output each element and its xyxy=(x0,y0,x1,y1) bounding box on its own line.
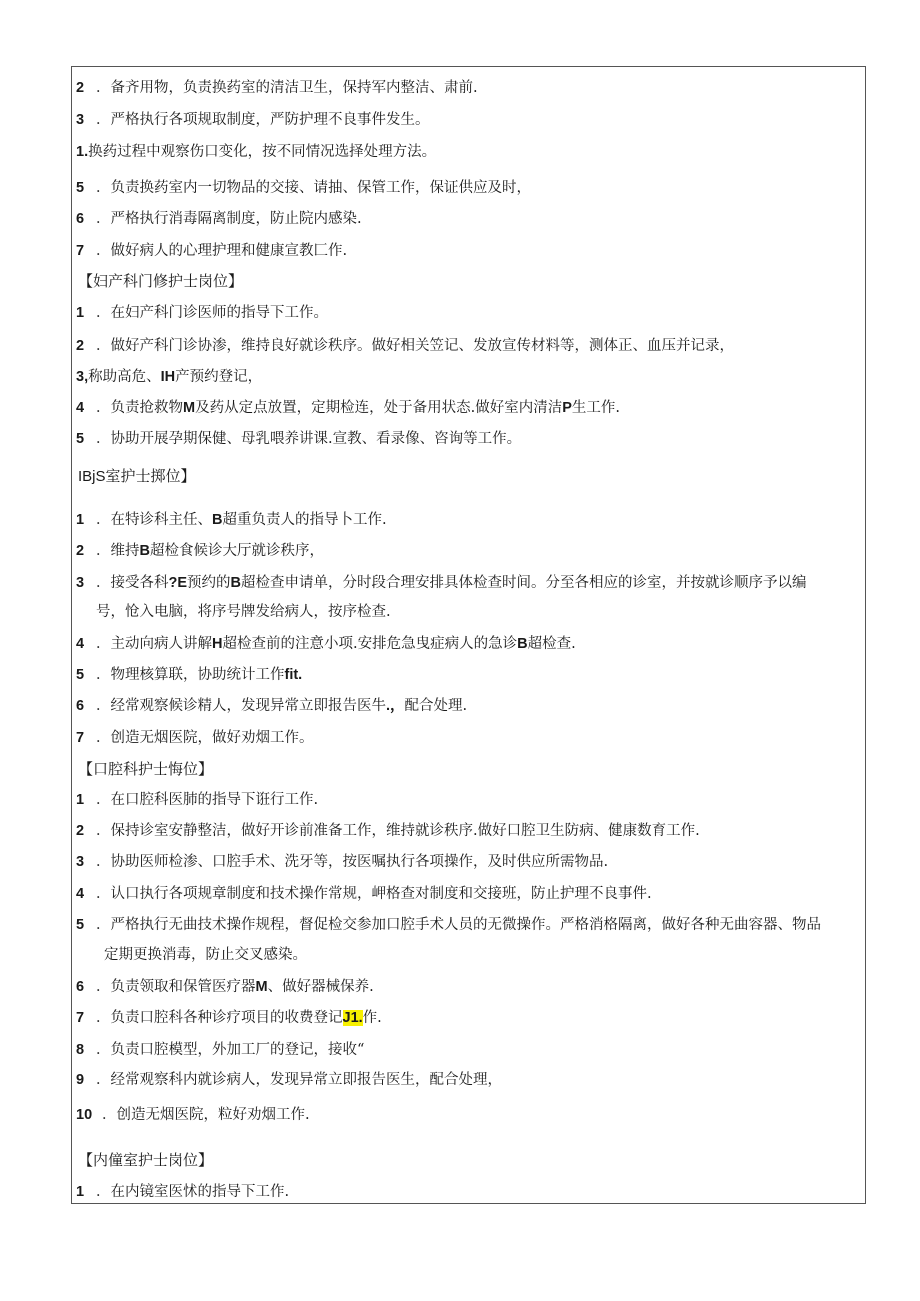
item-text: ．在内镜室医怵的指导下工作. xyxy=(96,1184,290,1200)
item-text: ．创造无烟医院，粒好劝烟工作. xyxy=(102,1107,310,1123)
list-item xyxy=(76,915,821,935)
item-text: ．严格执行消毒隔离制度，防止院内感染. xyxy=(96,211,362,227)
list-item xyxy=(76,1105,310,1125)
section-heading: 【妇产科门修护士岗位】 xyxy=(78,273,244,290)
item-number: 4 xyxy=(76,636,85,652)
item-number: 8 xyxy=(76,1042,85,1058)
list-item xyxy=(76,429,521,449)
list-item xyxy=(76,696,467,716)
item-text: ．认口执行各项规章制度和技术操作常规，岬格查对制度和交接班，防止护理不良事件. xyxy=(96,886,652,902)
item-text: 产预约登记， xyxy=(175,369,263,385)
item-text: 换药过程中观察伤口变化，按不同情况选择处理方法。 xyxy=(88,144,437,160)
item-number: 3 xyxy=(76,575,85,591)
item-number: 2 xyxy=(76,543,85,559)
list-item xyxy=(76,336,734,356)
item-text: 超检食候诊大厅就诊秩序， xyxy=(149,543,324,559)
list-item xyxy=(76,821,700,841)
item-text: ．在特诊科主任、 xyxy=(96,512,212,528)
item-number: 1 xyxy=(76,305,85,321)
item-number: 3 xyxy=(76,112,85,128)
item-text: 超检查. xyxy=(527,636,576,652)
item-text: 生工作. xyxy=(571,400,620,416)
list-item xyxy=(76,852,608,872)
item-number: 1 xyxy=(76,512,85,528)
item-text: ．物理核算联，协助统计工作 xyxy=(96,667,285,683)
item-text: ．创造无烟医院，做好劝烟工作。 xyxy=(96,730,314,746)
item-number: 7 xyxy=(76,243,85,259)
list-item xyxy=(76,78,478,98)
list-item xyxy=(76,178,531,198)
item-number: 2 xyxy=(76,338,85,354)
list-item xyxy=(76,367,262,387)
section-heading: IBjS室护士掷位】 xyxy=(78,468,196,485)
item-text: ．备齐用物，负责换药室的清洁卫生，保持军内整洁、肃前. xyxy=(96,80,478,96)
list-item xyxy=(76,1070,502,1090)
item-text-bold: fit. xyxy=(284,667,303,683)
item-text: ．做好病人的心理护理和健康宣教匚作. xyxy=(96,243,348,259)
item-text-bold: M xyxy=(183,400,196,416)
item-number: 1. xyxy=(76,144,89,160)
list-item xyxy=(76,209,362,229)
item-text-bold: H xyxy=(212,636,223,652)
list-item xyxy=(76,398,620,418)
list-item xyxy=(76,510,387,530)
list-item-continuation: 号，怆入电脑，将序号牌发给病人，按序检查. xyxy=(96,604,391,620)
item-text-bold: ?E xyxy=(168,575,188,591)
list-item xyxy=(76,241,347,261)
list-item xyxy=(76,303,328,323)
list-item xyxy=(76,728,314,748)
item-text: ．在妇产科门诊医师的指导下工作。 xyxy=(96,305,328,321)
item-text: 配合处理. xyxy=(404,698,468,714)
item-text: 超检查申请单，分时段合理安排具体检查时间。分至各相应的诊室，并按就诊顺序予以编 xyxy=(241,575,807,591)
item-text: ．协助开展孕期保健、母乳喂养讲课.宣教、看录像、咨询等工作。 xyxy=(96,431,522,447)
item-text: ．维持 xyxy=(96,543,140,559)
highlighted-text: J1. xyxy=(342,1010,363,1026)
item-text: 及药从定点放置，定期检连，处于备用状态.做好室内清洁 xyxy=(195,400,563,416)
section-heading: 【口腔科护士悔位】 xyxy=(78,761,214,778)
list-item-continuation: 定期更换消毒，防止交叉感染。 xyxy=(104,947,307,963)
item-number: 7 xyxy=(76,730,85,746)
item-number: 4 xyxy=(76,400,85,416)
list-item xyxy=(76,1008,382,1028)
list-item xyxy=(76,977,374,997)
list-item xyxy=(76,1182,289,1202)
item-number: 9 xyxy=(76,1072,85,1088)
item-number: 3 xyxy=(76,854,85,870)
item-number: 6 xyxy=(76,698,85,714)
list-item xyxy=(76,634,576,654)
item-text-bold: P xyxy=(562,400,572,416)
item-number: 5 xyxy=(76,667,85,683)
item-text-bold: .， xyxy=(386,698,405,714)
item-text-bold: B xyxy=(517,636,528,652)
item-text-bold: B xyxy=(212,512,223,528)
item-text: ．负责抢救物 xyxy=(96,400,183,416)
item-text: ．负责口腔科各种诊疗项目的收费登记 xyxy=(96,1010,343,1026)
item-text: ．负责口腔模型，外加工厂的登记，接收“ xyxy=(96,1042,365,1058)
item-text: 超检查前的注意小项.安排危急曳症病人的急诊 xyxy=(222,636,518,652)
item-text: 、做好器械保养. xyxy=(267,979,374,995)
list-item xyxy=(76,573,807,593)
item-text-bold: M xyxy=(255,979,268,995)
item-text: ．保持诊室安静整洁，做好开诊前准备工作，维持就诊秩序.做好口腔卫生防病、健康数育工作. xyxy=(96,823,700,839)
item-text: ．经常观察科内就诊病人，发现异常立即报告医生，配合处理， xyxy=(96,1072,502,1088)
item-number: 5 xyxy=(76,180,85,196)
section-heading: 【内僮室护士岗位】 xyxy=(78,1152,214,1169)
item-text: ．严格执行各项规取制度，严防护理不良事件发生。 xyxy=(96,112,430,128)
item-text: ．负责换药室内一切物品的交接、请抽、保管工作，保证供应及时， xyxy=(96,180,531,196)
item-text: ．主动向病人讲解 xyxy=(96,636,212,652)
item-text: 称助高危、 xyxy=(88,369,161,385)
list-item xyxy=(76,1040,364,1060)
item-text-bold: IH xyxy=(160,369,176,385)
item-number: 7 xyxy=(76,1010,85,1026)
item-text: 超重负责人的指导卜工作. xyxy=(222,512,387,528)
item-number: 10 xyxy=(76,1107,93,1123)
item-number: 4 xyxy=(76,886,85,902)
item-number: 6 xyxy=(76,979,85,995)
item-number: 1 xyxy=(76,792,85,808)
item-text-bold: B xyxy=(230,575,242,591)
list-item xyxy=(76,142,436,162)
item-text: ．协助医师检渗、口腔手术、洗牙等，按医嘱执行各项操作，及时供应所需物品. xyxy=(96,854,609,870)
item-text: ．做好产科门诊协渗，维持良好就诊秩序。做好相关笠记、发放宣传材料等，测体正、血压并记录， xyxy=(96,338,734,354)
item-text: 作. xyxy=(362,1010,382,1026)
item-number: 2 xyxy=(76,823,85,839)
item-number: 1 xyxy=(76,1184,85,1200)
item-text: ．接受各科 xyxy=(96,575,169,591)
list-item xyxy=(76,884,652,904)
item-number: 5 xyxy=(76,917,85,933)
list-item xyxy=(76,790,318,810)
item-number: 3, xyxy=(76,369,89,385)
item-text: 预约的 xyxy=(187,575,231,591)
item-number: 5 xyxy=(76,431,85,447)
list-item xyxy=(76,665,302,685)
item-number: 6 xyxy=(76,211,85,227)
item-text: ．负责领取和保管医疗器 xyxy=(96,979,256,995)
item-text: ．经常观察候诊精人，发现异常立即报告医牛 xyxy=(96,698,386,714)
item-text: ．在口腔科医肺的指导下诳行工作. xyxy=(96,792,319,808)
list-item xyxy=(76,110,430,130)
item-text: ．严格执行无曲技术操作规程，督促检交参加口腔手术人员的无微操作。严格消格隔离，做好各种无曲容器、物品 xyxy=(96,917,821,933)
item-number: 2 xyxy=(76,80,85,96)
list-item xyxy=(76,541,324,561)
item-text-bold: B xyxy=(139,543,150,559)
